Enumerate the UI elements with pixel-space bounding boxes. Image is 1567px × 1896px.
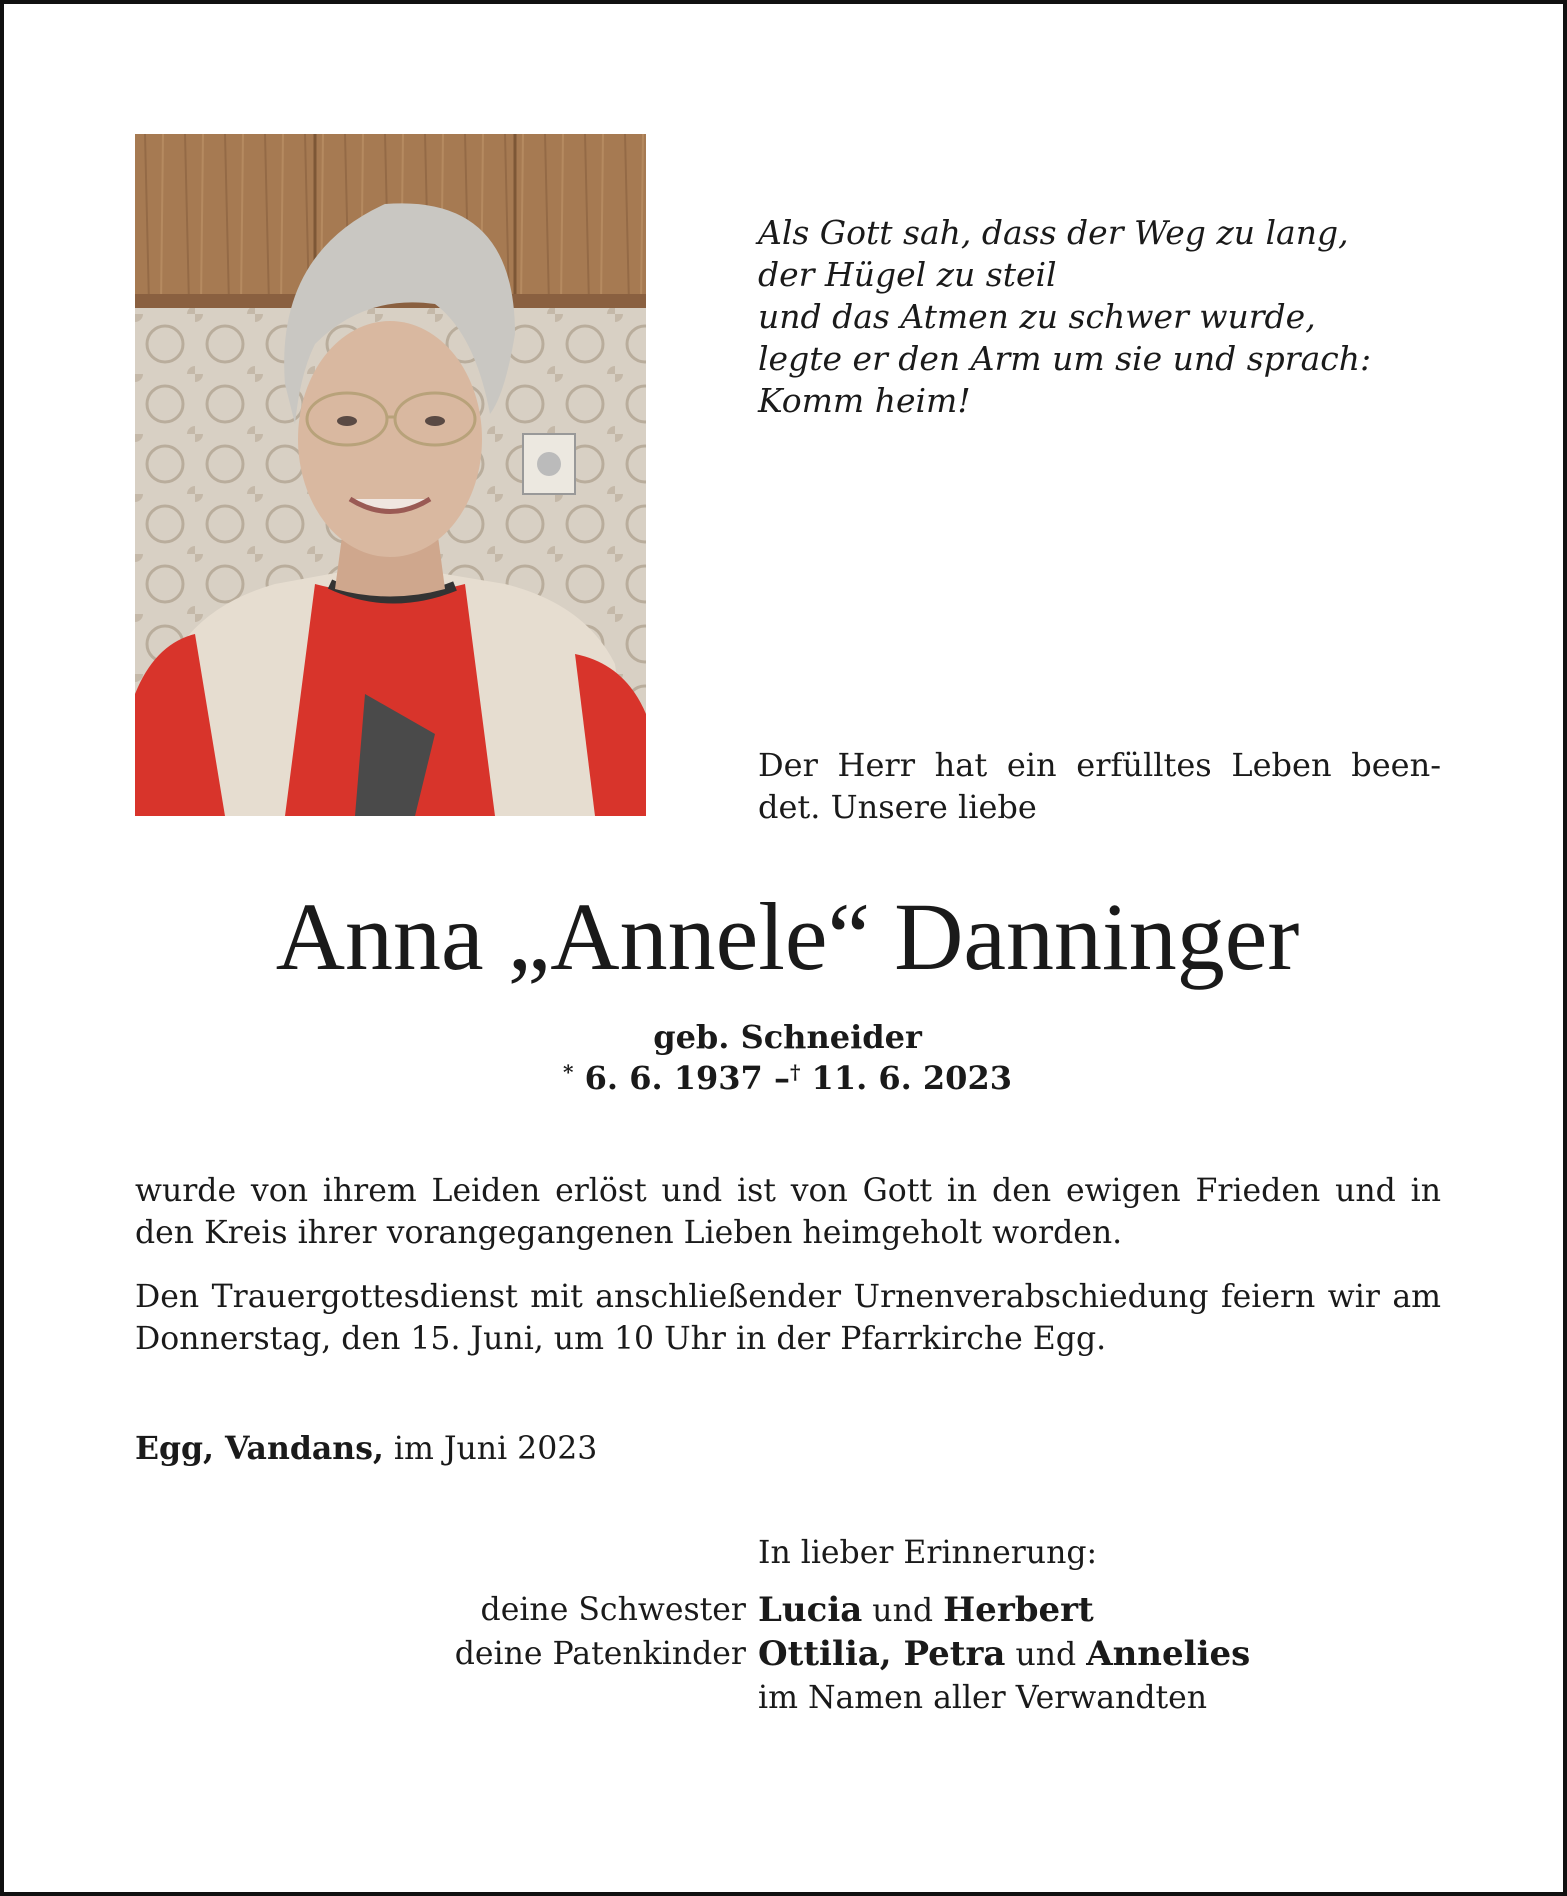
closing-line: im Namen aller Verwandten: [758, 1680, 1208, 1716]
mourner-name: Lucia: [758, 1590, 863, 1630]
service-paragraph: Den Trauergottesdienst mit anschließender Urnenverabschiedung feiern wir am Donnerstag, den 15. Juni, um 10 Uhr in der Pfarrkirche Egg.: [135, 1279, 1441, 1357]
name-join: und: [872, 1593, 934, 1629]
body-paragraph: wurde von ihrem Leiden erlöst und ist von Gott in den ewigen Frieden und in den Kreis ihrer vorangegangenen Lieben heimgeholt worden.: [135, 1173, 1441, 1251]
mourner-name: Ottilia, Petra: [758, 1634, 1006, 1674]
relation-sister: deine Schwester: [480, 1592, 746, 1628]
poem-line: der Hügel zu steil: [758, 255, 1057, 294]
mourner-name: Herbert: [943, 1590, 1094, 1630]
birth-symbol: *: [563, 1060, 574, 1084]
poem-line: Als Gott sah, dass der Weg zu lang,: [758, 213, 1349, 252]
life-dates: [4, 1058, 1567, 1098]
memory-heading: In lieber Erinnerung:: [758, 1535, 1098, 1571]
name-join: und: [1015, 1637, 1077, 1673]
portrait-photo-icon: [135, 134, 646, 816]
relation-godchildren: deine Patenkinder: [454, 1636, 746, 1672]
place-locations: Egg, Vandans,: [135, 1430, 384, 1467]
birth-date: 6. 6. 1937: [584, 1059, 763, 1097]
death-symbol: †: [789, 1060, 801, 1084]
maiden-name: geb. Schneider: [653, 1018, 922, 1056]
death-date: 11. 6. 2023: [811, 1059, 1012, 1097]
poem-line: und das Atmen zu schwer wurde,: [758, 297, 1316, 336]
place-month: im Juni 2023: [393, 1431, 598, 1467]
mourner-names: [758, 1589, 1478, 1632]
date-dash: –: [773, 1059, 790, 1097]
portrait-photo: [135, 134, 646, 816]
place-date: [135, 1428, 1035, 1470]
poem-line: Komm heim!: [758, 381, 971, 420]
deceased-name: Anna „Annele“ Danninger: [275, 883, 1300, 990]
poem-line: legte er den Arm um sie und sprach:: [758, 339, 1372, 378]
mourner-name: Annelies: [1086, 1634, 1251, 1674]
intro-text: Der Herr hat ein erfülltes Leben been- det. Unsere liebe: [758, 746, 1441, 826]
poem: [758, 212, 1478, 422]
mourner-names: [758, 1633, 1478, 1676]
